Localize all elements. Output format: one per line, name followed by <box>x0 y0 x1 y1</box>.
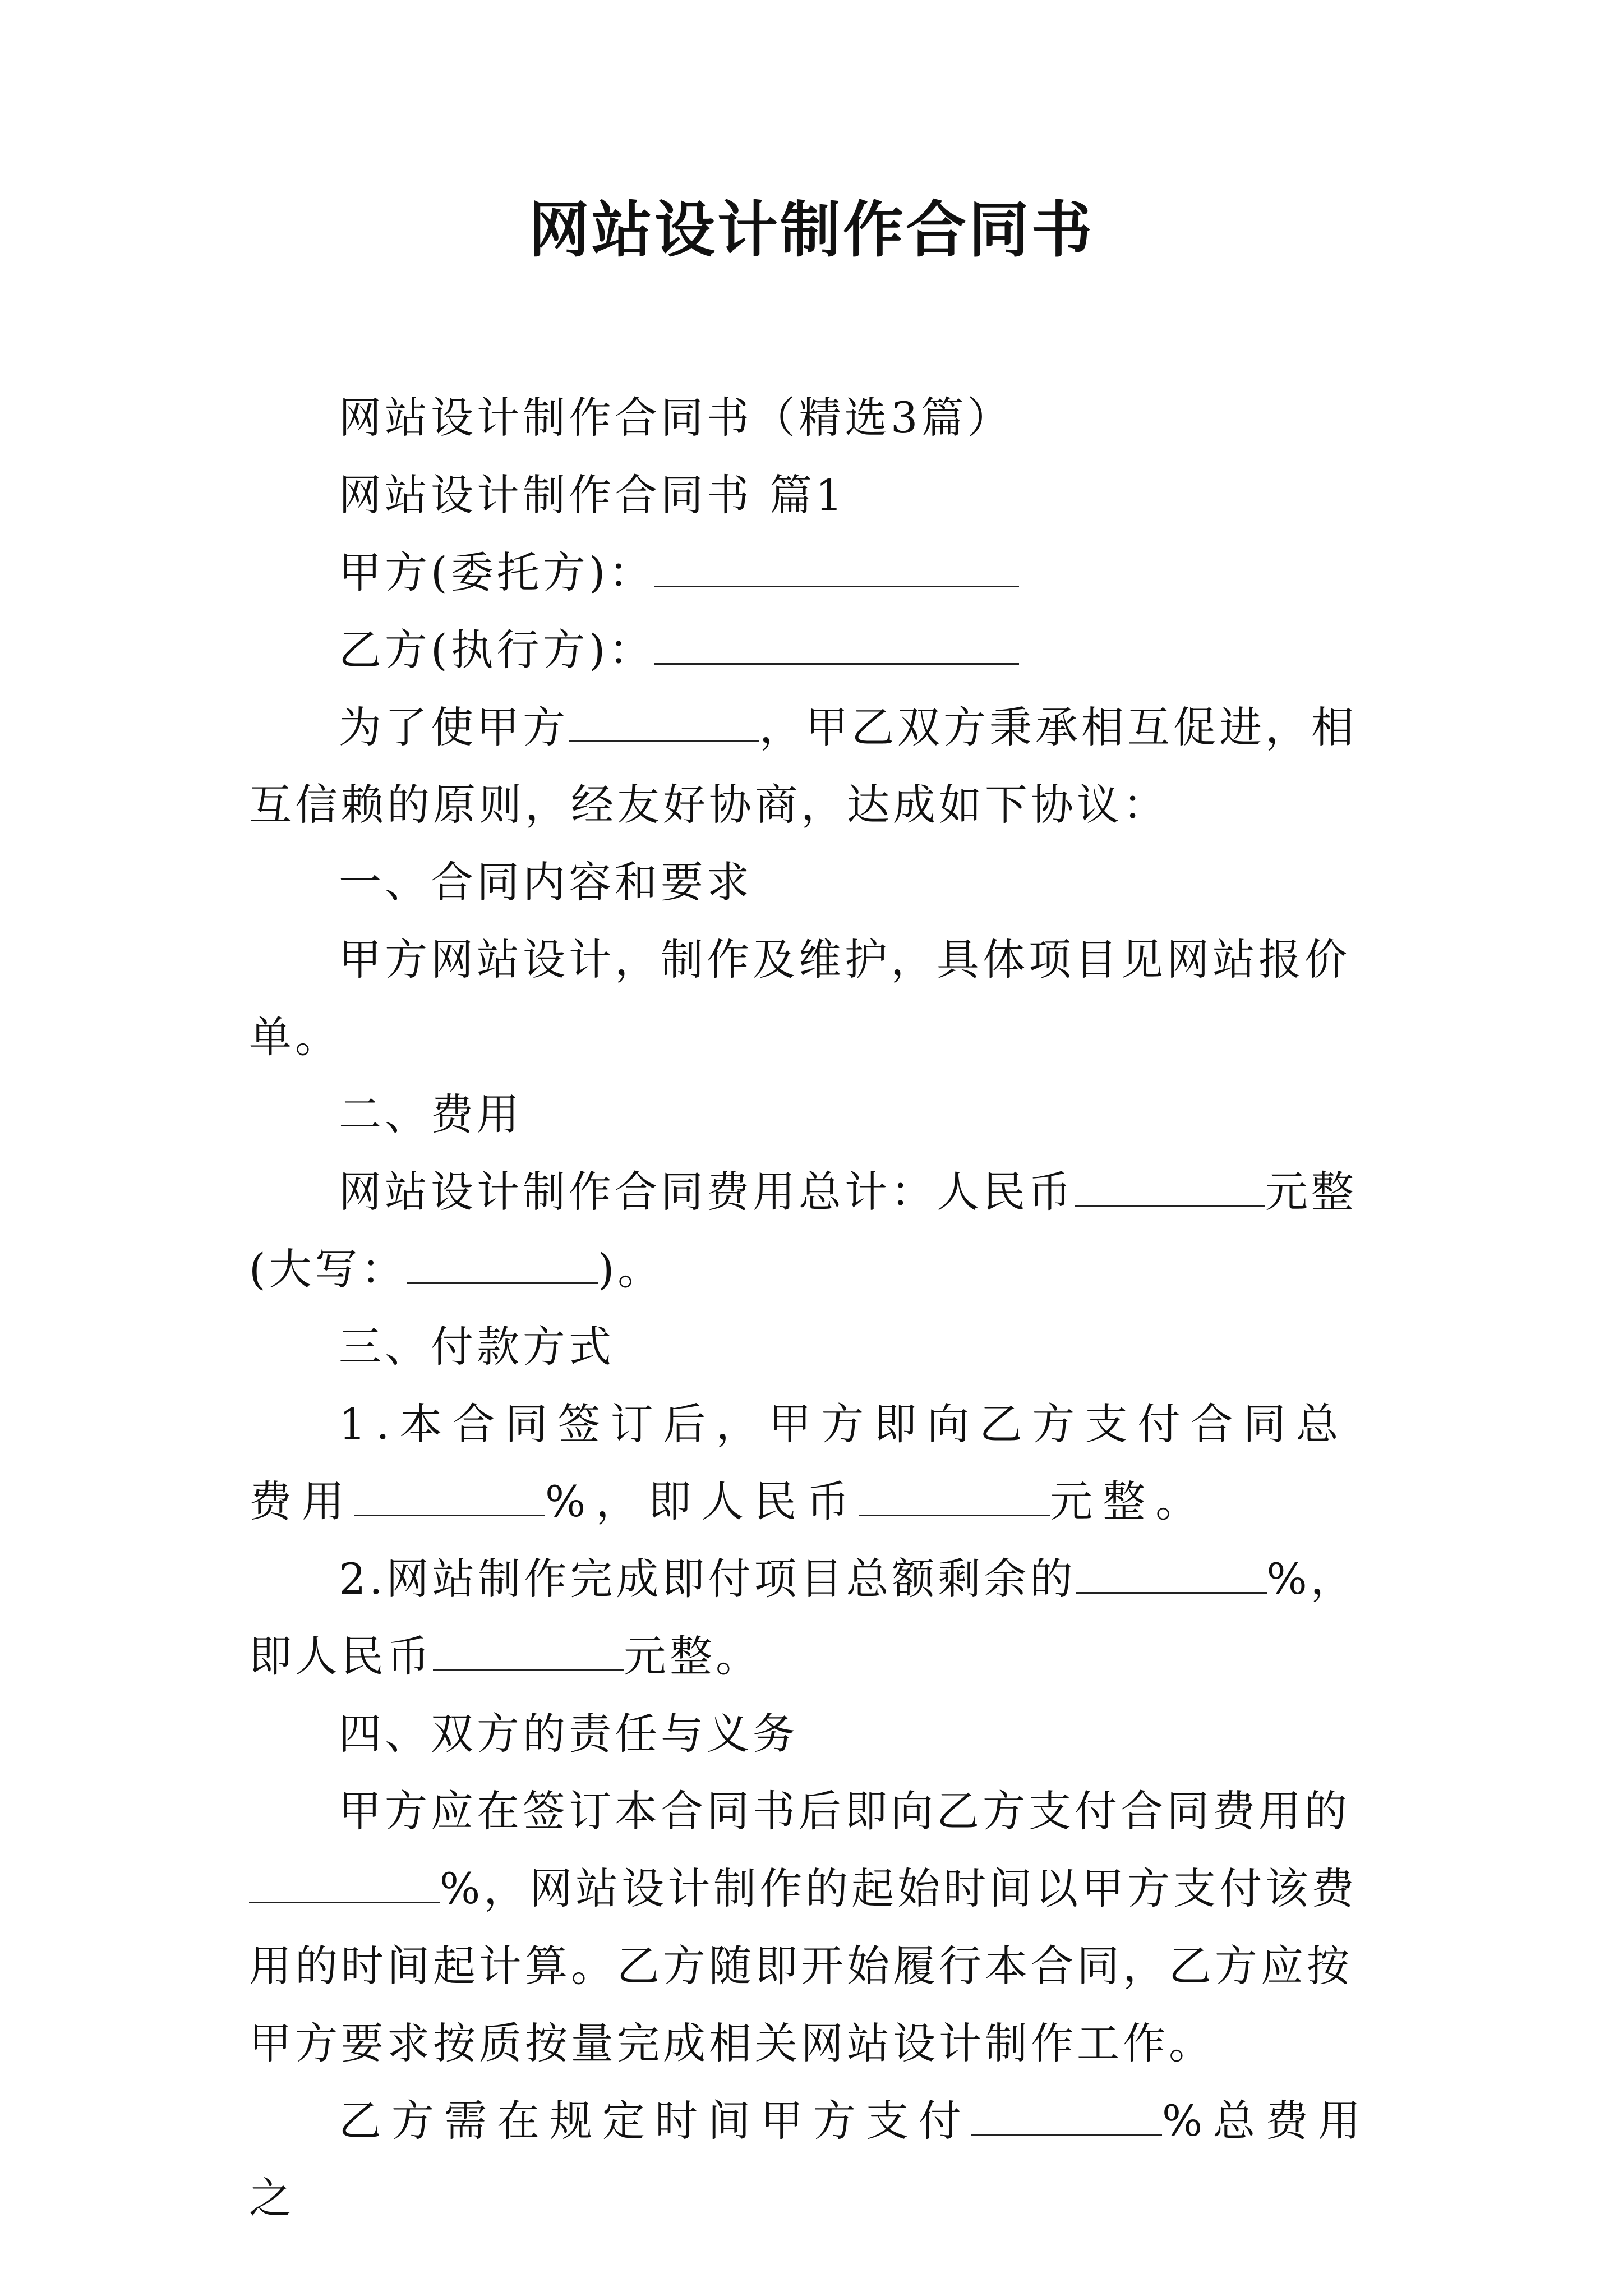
party-a-line: 甲方(委托方)： <box>249 534 1376 611</box>
blank-line <box>654 546 1019 587</box>
blank-line <box>859 1475 1050 1516</box>
preamble: 为了使甲方 ，甲乙双方秉承相互促进，相互信赖的原则，经友好协商，达成如下协议： <box>249 702 1357 830</box>
blank-line <box>654 624 1019 665</box>
blank-line <box>569 701 759 742</box>
blank-line <box>433 1630 624 1671</box>
section-3-item-2: 2.网站制作完成即付项目总额剩余的 %，即人民币 元整。 <box>249 1554 1357 1681</box>
subtitle: 网站设计制作合同书（精选3篇） <box>339 393 1013 443</box>
document-body <box>249 379 1376 2237</box>
section-2-title: 二、费用 <box>339 1089 523 1139</box>
blank-line <box>1075 1166 1265 1207</box>
section-1-body: 甲方网站设计，制作及维护，具体项目见网站报价单。 <box>249 935 1350 1062</box>
party-b-line: 乙方(执行方)： <box>249 611 1376 689</box>
blank-line <box>1076 1553 1267 1594</box>
blank-line <box>354 1475 545 1516</box>
document-title: 网站设计制作合同书 <box>528 195 1094 265</box>
section-1-title: 一、合同内容和要求 <box>339 857 753 907</box>
section-4-para-1: 甲方应在签订本合同书后即向乙方支付合同费用的%，网站设计制作的起始时间以甲方支付该费用的时间起计算。乙方随即开始履行本合同，乙方应按甲方要求按质按量完成相关网站设计制作工作。 <box>249 1786 1358 2068</box>
section-4-title: 四、双方的责任与义务 <box>339 1709 799 1759</box>
section-3-item-1: 1.本合同签订后，甲方即向乙方支付合同总费用 %，即人民币 元整。 <box>249 1399 1349 1526</box>
blank-line <box>249 1862 440 1903</box>
section-3-title: 三、付款方式 <box>339 1322 615 1372</box>
section-4-para-2: 乙方需在规定时间甲方支付 %总费用之 <box>249 2096 1371 2223</box>
section-2-body: 网站设计制作合同费用总计：人民币 元整(大写： )。 <box>249 1167 1357 1294</box>
blank-line <box>407 1243 598 1284</box>
chapter-heading: 网站设计制作合同书 篇1 <box>339 470 846 520</box>
blank-line <box>971 2095 1162 2136</box>
